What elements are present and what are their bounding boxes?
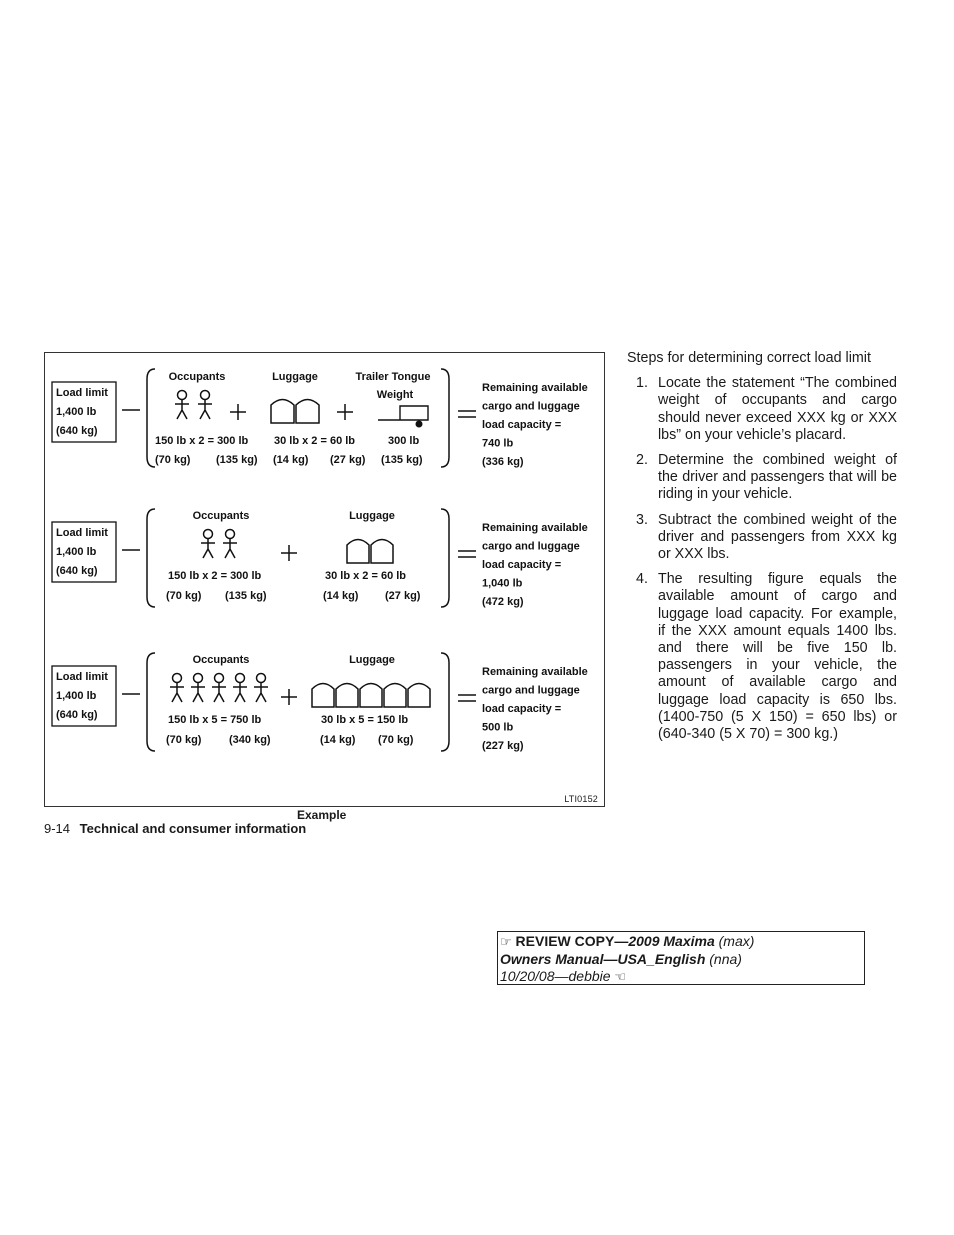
review-copy-box (497, 931, 865, 985)
load-limit-text: Load limit (56, 387, 108, 399)
group-label: Trailer Tongue (355, 371, 431, 383)
step-item (627, 571, 897, 743)
person-icon (198, 400, 212, 419)
group-kg: (135 kg) (381, 454, 423, 466)
luggage-icon (271, 400, 294, 424)
result-text: (227 kg) (482, 740, 524, 752)
load-limit-text: (640 kg) (56, 565, 98, 577)
plus-sign (281, 689, 297, 705)
load-limit-text: 1,400 lb (56, 546, 97, 558)
result-text: cargo and luggage (482, 684, 580, 697)
group-kg: (70 kg) (166, 734, 202, 746)
load-limit-text: 1,400 lb (56, 406, 97, 418)
person-icon (201, 539, 215, 558)
person-icon (254, 683, 268, 702)
plus-sign (230, 404, 246, 420)
group-label: Luggage (349, 654, 395, 666)
luggage-icon (360, 684, 382, 708)
page-number: 9-14 (44, 821, 71, 836)
group-kg: (27 kg) (330, 454, 366, 466)
group-kg: (70 kg) (155, 454, 191, 466)
load-limit-text: (640 kg) (56, 709, 98, 721)
step-number: 4. (636, 571, 648, 588)
section-title: Technical and consumer information (79, 821, 307, 836)
result-text: 740 lb (482, 437, 514, 450)
group-kg: (70 kg) (378, 734, 414, 746)
figure-code: LTI0152 (564, 794, 598, 804)
person-icon (178, 391, 187, 400)
luggage-icon (408, 684, 430, 708)
luggage-icon (384, 684, 406, 708)
luggage-icon (312, 684, 334, 708)
group-kg: (340 kg) (229, 734, 271, 746)
step-item (627, 512, 897, 564)
left-bracket (147, 369, 155, 467)
equals-sign (458, 551, 476, 557)
load-limit-text: (640 kg) (56, 425, 98, 437)
person-icon (236, 674, 245, 683)
trailer-wheel-icon (416, 421, 423, 428)
result-text: Remaining available (482, 666, 588, 678)
step-item (627, 375, 897, 444)
person-icon (194, 674, 203, 683)
person-icon (212, 683, 226, 702)
page-footer (44, 821, 306, 836)
result-text: (336 kg) (482, 456, 524, 468)
result-text: (472 kg) (482, 596, 524, 608)
load-limit-text: Load limit (56, 671, 108, 683)
figure-drawing (45, 353, 606, 808)
pointing-hand-left-icon: ☜ (614, 970, 627, 985)
group-calc: 150 lb x 2 = 300 lb (168, 570, 262, 582)
group-calc: 300 lb (388, 435, 420, 447)
person-icon (226, 530, 235, 539)
result-text: 1,040 lb (482, 577, 523, 590)
left-bracket (147, 509, 155, 607)
luggage-icon (336, 684, 358, 708)
result-text: load capacity = (482, 419, 562, 431)
pointing-hand-right-icon: ☞ (500, 935, 512, 950)
person-icon (233, 683, 247, 702)
figure-caption: Example (297, 808, 347, 822)
group-label: Luggage (349, 510, 395, 522)
group-calc: 150 lb x 5 = 750 lb (168, 714, 262, 726)
right-bracket (441, 509, 449, 607)
result-text: Remaining available (482, 382, 588, 394)
group-label: Occupants (168, 371, 226, 383)
step-text: Locate the statement “The combined weight of occupants and cargo should never exceed XXX kg or XXX lbs” on your vehicle’s placard. (658, 375, 897, 443)
result-text: 500 lb (482, 721, 514, 734)
group-calc: 30 lb x 2 = 60 lb (325, 570, 407, 582)
step-text: Determine the combined weight of the driver and passengers that will be riding in your vehicle. (658, 452, 897, 503)
person-icon (173, 674, 182, 683)
group-kg: (27 kg) (385, 590, 421, 602)
person-icon (215, 674, 224, 683)
plus-sign (281, 545, 297, 561)
equals-sign (458, 411, 476, 417)
step-text: Subtract the combined weight of the driver and passengers from XXX kg or XXX lbs. (658, 511, 897, 563)
group-calc: 150 lb x 2 = 300 lb (155, 435, 249, 447)
review-model: 2009 Maxima (628, 933, 715, 949)
result-text: cargo and luggage (482, 400, 580, 413)
group-label: Occupants (192, 510, 250, 522)
review-label: REVIEW COPY— (515, 933, 629, 949)
group-calc: 30 lb x 5 = 150 lb (321, 714, 409, 726)
step-text: The resulting figure equals the available amount of cargo and luggage load capacity. For example, if the XXX amount equals 1400 lbs. and there will be five 150 lb. passengers in your vehicle, the amount of available cargo and luggage load capacity is 650 lbs. (1400-750 (5 X 150) = 650 lbs) or (640-340 (5 X 70) = 300 kg.) (658, 571, 897, 743)
right-bracket (441, 653, 449, 751)
step-number: 3. (636, 511, 648, 528)
luggage-icon (371, 540, 393, 564)
steps-section (627, 350, 897, 751)
left-bracket (147, 653, 155, 751)
steps-list (627, 375, 897, 743)
review-manual-code: (nna) (705, 951, 742, 967)
result-text: cargo and luggage (482, 540, 580, 553)
review-manual: Owners Manual—USA_English (500, 951, 706, 967)
person-icon (204, 530, 213, 539)
person-icon (257, 674, 266, 683)
step-item (627, 452, 897, 504)
review-model-code: (max) (714, 933, 755, 949)
group-kg: (14 kg) (273, 454, 309, 466)
result-text: load capacity = (482, 703, 562, 715)
group-kg: (70 kg) (166, 590, 202, 602)
load-limit-text: Load limit (56, 527, 108, 539)
right-bracket (441, 369, 449, 467)
trailer-icon (378, 406, 428, 420)
equals-sign (458, 695, 476, 701)
group-kg: (135 kg) (225, 590, 267, 602)
person-icon (201, 391, 210, 400)
review-line-3 (500, 968, 862, 986)
luggage-icon (296, 400, 319, 424)
review-line-1 (500, 933, 862, 951)
group-label: Weight (376, 389, 414, 401)
person-icon (170, 683, 184, 702)
group-kg: (135 kg) (216, 454, 258, 466)
step-number: 1. (636, 375, 648, 392)
review-date: 10/20/08—debbie (500, 968, 611, 984)
group-kg: (14 kg) (323, 590, 359, 602)
load-capacity-figure (44, 352, 605, 807)
load-limit-text: 1,400 lb (56, 690, 97, 702)
group-label: Occupants (192, 654, 250, 666)
group-calc: 30 lb x 2 = 60 lb (274, 435, 356, 447)
review-line-2 (500, 951, 862, 968)
plus-sign (337, 404, 353, 420)
group-kg: (14 kg) (320, 734, 356, 746)
steps-heading: Steps for determining correct load limit (627, 350, 871, 366)
person-icon (223, 539, 237, 558)
result-text: load capacity = (482, 559, 562, 571)
step-number: 2. (636, 452, 648, 469)
luggage-icon (347, 540, 369, 564)
group-label: Luggage (272, 371, 318, 383)
person-icon (175, 400, 189, 419)
result-text: Remaining available (482, 522, 588, 534)
person-icon (191, 683, 205, 702)
